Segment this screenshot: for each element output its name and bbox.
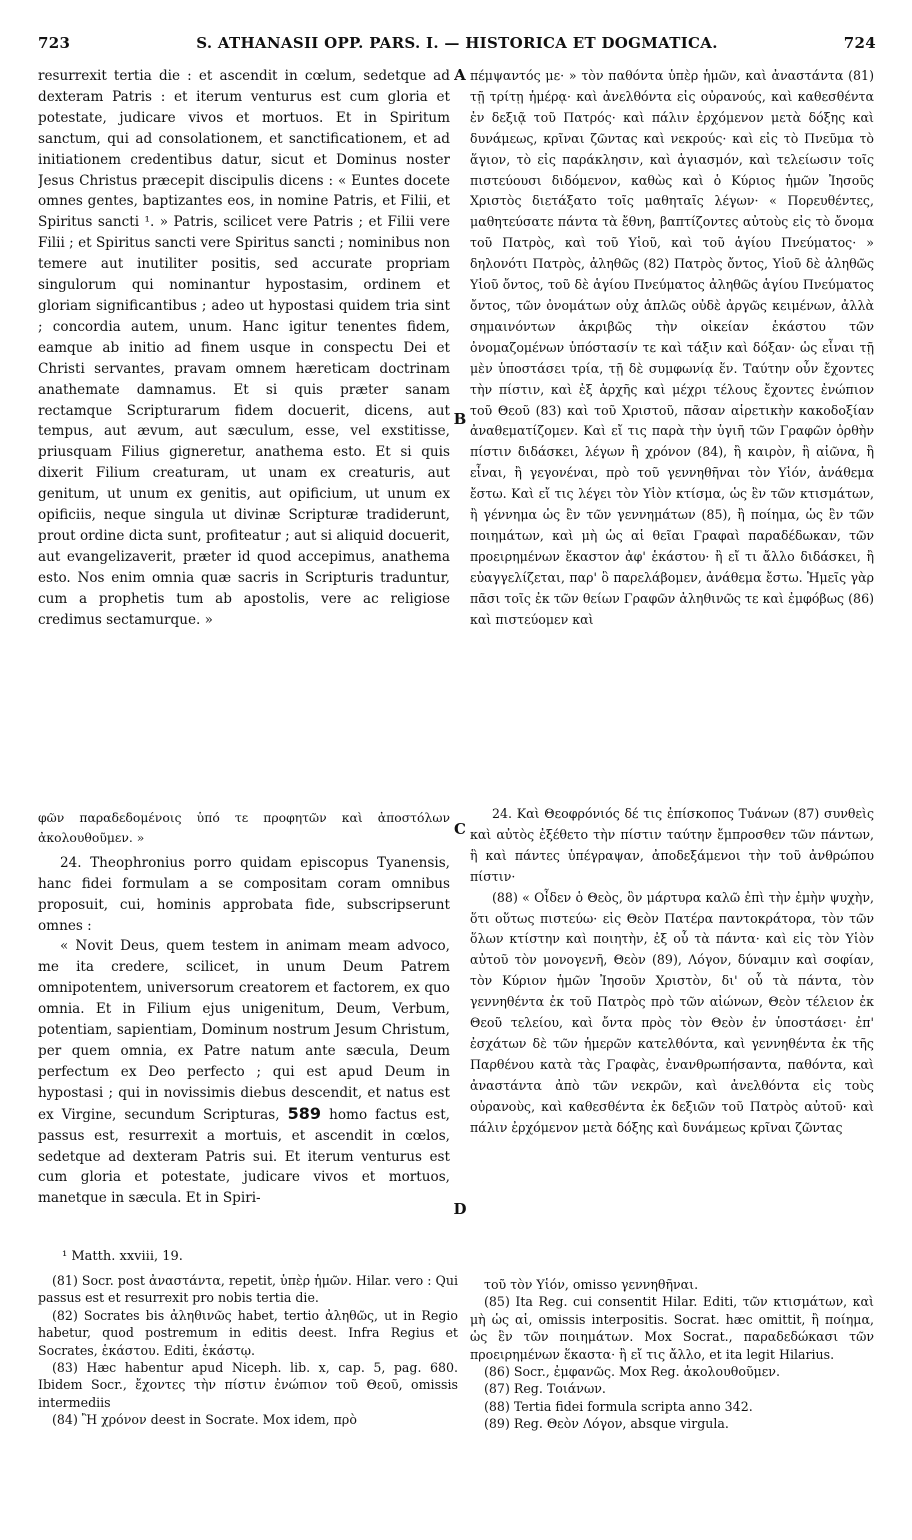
greek-lower-block [470, 804, 874, 1242]
footnote: (88) Tertia fidei formula scripta anno 342. [484, 1398, 753, 1414]
footnote: (84) Ἢ χρόνον deest in Socrate. Mox idem, πρὸ [52, 1412, 357, 1428]
latin-section-24-intro: 24. Theophronius porro quidam episcopus Tyanensis, hanc fidei formulam a se compositam coram omnibus proposuit, cui, hominis approbata fide, subscripserunt omnes : [38, 854, 450, 934]
latin-theophronius-creed [38, 936, 450, 1209]
latin-upper-block [38, 66, 450, 808]
margin-marker-a: A [454, 66, 466, 84]
footnote: τοῦ τὸν Υἱόν, omisso γεννηθῆναι. [484, 1277, 699, 1292]
margin-marker-c: C [454, 820, 466, 838]
greek-upper-block [470, 66, 874, 784]
footnote: (86) Socr., ἐμφανῶς. Mox Reg. ἀκολουθοῦμεν. [484, 1364, 780, 1380]
footnote: (83) Hæc habentur apud Niceph. lib. x, cap. 5, pag. 680. Ibidem Socr., ἔχοντες τὴν πίστιν ἐνώπιον τοῦ Θεοῦ, omissis intermediis [38, 1360, 458, 1410]
latin-creed-text: resurrexit tertia die : et ascendit in cœlum, sedetque ad dexteram Patris : et iterum venturus est cum gloria et potestate, judicare vivos et mortuos. Et in Spiritum sanctum, qui ad consolationem, et sanctificationem, et ad initiationem credentibus datur, sicut et Dominus noster Jesus Christus præcepit discipulis dicens : « Euntes docete omnes gentes, baptizantes eos, in nomine Patris, et Filii, et Spiritus sancti ¹. » Patris, scilicet vere Patris ; et Filii vere Filii ; et Spiritus sancti vere Spiritus sancti ; nominibus non temere aut inutiliter positis, sed accurate propriam singulorum qui nominantur hypostasim, ordinem et gloriam significantibus ; adeo ut hypostasi quidem tria sint ; concordia autem, unum. Hanc igitur tenentes fidem, eamque ab initio ad finem usque in conspectu Dei et Christi servantes, pravam omnem hæreticam doctrinam anathemate damnamus. Et si quis præter sanam rectamque Scripturarum fidem docuerit, dicens, aut tempus, aut ævum, aut sæculum, esse, vel exstitisse, priusquam Filius gigneretur, anathema esto. Et si quis dixerit Filium creaturam, ut unam ex creaturis, aut genitum, ut unum ex genitis, aut opificium, ut unum ex opificiis, neque singula ut divinæ Scripturæ tradiderunt, prout ordine dicta sunt, profiteatur ; aut si aliquid docuerit, aut evangelizaverit, præter id quod accepimus, anathema esto. Nos enim omnia quæ sacris in Scripturis traduntur, cum a prophetis tum ab apostolis, vere ac religiose credimus sectamurque. » [38, 68, 450, 628]
greek-carryover-line: φῶν παραδεδομένοις ὑπό τε προφητῶν καὶ ἀποστόλων ἀκολουθοῦμεν. » [38, 810, 450, 846]
latin-lower-block [38, 853, 450, 1305]
right-page-number: 724 [843, 34, 876, 52]
footnote: (87) Reg. Τοιάνων. [484, 1381, 606, 1397]
footnotes-left [38, 1272, 458, 1429]
greek-theophronius-creed: (88) « Οἶδεν ὁ Θεὸς, ὃν μάρτυρα καλῶ ἐπὶ τὴν ἐμὴν ψυχὴν, ὅτι οὕτως πιστεύω· εἰς Θεὸν Πατέρα παντοκράτορα, τὸν τῶν ὅλων κτίστην καὶ ποιητὴν, ἐξ οὗ τὰ πάντα· καὶ εἰς τὸν Υἱὸν αὐτοῦ τὸν μονογενῆ, Θεὸν (89), Λόγον, δύναμιν καὶ σοφίαν, τὸν Κύριον ἡμῶν Ἰησοῦν Χριστὸν, δι' οὗ τὰ πάντα, τὸν γεννηθέντα ἐκ τοῦ Πατρὸς πρὸ τῶν αἰώνων, Θεὸν τέλειον ἐκ Θεοῦ τελείου, καὶ ὄντα πρὸς τὸν Θεὸν ἐν ὑποστάσει· ἐπ' ἐσχάτων δὲ τῶν ἡμερῶν κατελθόντα, καὶ γεννηθέντα ἐκ τῆς Παρθένου κατὰ τὰς Γραφὰς, ἐνανθρωπήσαντα, παθόντα, καὶ ἀναστάντα ἀπὸ τῶν νεκρῶν, καὶ ἀνελθόντα εἰς τοὺς οὐρανοὺς, καὶ καθεσθέντα ἐκ δεξιῶν τοῦ Πατρὸς αὐτοῦ· καὶ πάλιν ἐρχόμενον μετὰ δόξης καὶ δυνάμεως κρῖναι ζῶντας [470, 889, 874, 1135]
greek-creed-text: πέμψαντός με· » τὸν παθόντα ὑπὲρ ἡμῶν, καὶ ἀναστάντα (81) τῇ τρίτῃ ἡμέρᾳ· καὶ ἀνελθόντα εἰς οὐρανούς, καὶ καθεσθέντα ἐν δεξιᾷ τοῦ Πατρός· καὶ πάλιν ἐρχόμενον μετὰ δόξης καὶ δυνάμεως, κρῖναι ζῶντας καὶ νεκρούς· καὶ εἰς τὸ Πνεῦμα τὸ ἅγιον, τὸ εἰς παράκλησιν, καὶ ἁγιασμόν, καὶ τελείωσιν τοῖς πιστεύουσι διδόμενον, καθὼς καὶ ὁ Κύριος ἡμῶν Ἰησοῦς Χριστὸς διετάξατο τοῖς μαθηταῖς λέγων· « Πορευθέντες, μαθητεύσατε πάντα τὰ ἔθνη, βαπτίζοντες αὐτοὺς εἰς τὸ ὄνομα τοῦ Πατρὸς, καὶ τοῦ Υἱοῦ, καὶ τοῦ ἁγίου Πνεύματος· » δηλονότι Πατρὸς, ἀληθῶς (82) Πατρὸς ὄντος, Υἱοῦ δὲ ἀληθῶς Υἱοῦ ὄντος, τοῦ δὲ ἁγίου Πνεύματος ἀληθῶς ἁγίου Πνεύματος ὄντος, τῶν ὀνομάτων οὐχ ἁπλῶς οὐδὲ ἀργῶς κειμένων, ἀλλὰ σημαινόντων ἀκριβῶς τὴν οἰκείαν ἑκάστου τῶν ὀνομαζομένων ὑπόστασίν τε καὶ τάξιν καὶ δόξαν· ὡς εἶναι τῇ μὲν ὑποστάσει τρία, τῇ δὲ συμφωνίᾳ ἕν. Ταύτην οὖν ἔχοντες τὴν πίστιν, καὶ ἐξ ἀρχῆς καὶ μέχρι τέλους ἔχοντες ἐνώπιον τοῦ Θεοῦ (83) καὶ τοῦ Χριστοῦ, πᾶσαν αἱρετικὴν κακοδοξίαν ἀναθεματίζομεν. Καὶ εἴ τις παρὰ τὴν ὑγιῆ τῶν Γραφῶν ὀρθὴν πίστιν διδάσκει, λέγων ἢ χρόνον (84), ἢ καιρὸν, ἢ αἰῶνα, ἢ εἶναι, ἢ γεγονέναι, πρὸ τοῦ γεννηθῆναι τὸν Υἱόν, ἀνάθεμα ἔστω. Καὶ εἴ τις λέγει τὸν Υἱὸν κτίσμα, ὡς ἓν τῶν κτισμάτων, ἢ γέννημα ὡς ἓν τῶν γεννημάτων (85), ἢ ποίημα, ὡς ἓν τῶν ποιημάτων, καὶ μὴ ὡς αἱ θεῖαι Γραφαὶ παραδέδωκαν, τῶν προειρημένων ἕκαστον ἀφ' ἑκάστου· ἢ εἴ τι ἄλλο διδάσκει, ἢ εὐαγγελίζεται, παρ' ὃ παρελάβομεν, ἀνάθεμα ἔστω. Ἡμεῖς γὰρ πᾶσι τοῖς ἐκ τῶν θείων Γραφῶν ἀληθινῶς τε καὶ ἐμφόβως (86) καὶ πιστεύομεν καὶ [470, 68, 874, 627]
margin-marker-b: B [453, 410, 467, 428]
left-page-number: 723 [38, 34, 71, 52]
latin-column [38, 66, 450, 1305]
footnote: (82) Socrates bis ἀληθινῶς habet, tertio ἀληθῶς, ut in Regio habetur, quod postremum in editis deest. Infra Regius et Socrates, ἑκάστου. Editi, ἑκάστῳ. [38, 1307, 458, 1358]
running-title: S. ATHANASII OPP. PARS. I. — HISTORICA ET DOGMATICA. [196, 34, 718, 52]
scripture-reference: ¹ Matth. xxviii, 19. [62, 1249, 183, 1264]
greek-column [470, 66, 874, 1242]
latin-creed-part1: « Novit Deus, quem testem in animam meam advoco, me ita credere, scilicet, in unum Deum Patrem omnipotentem, universorum creatorem et factorem, ex quo omnia. Et in Filium ejus unigenitum, Deum, Verbum, potentiam, sapientiam, Dominum nostrum Jesum Christum, per quem omnia, ex Patre natum ante sæcula, Deum perfectum ex Deo perfecto ; qui est apud Deum in hypostasi ; qui in novissimis diebus descendit, et natus est ex Virgine, secundum Scripturas, [38, 938, 450, 1123]
footnote: (81) Socr. post ἀναστάντα, repetit, ὑπὲρ ἡμῶν. Hilar. vero : Qui passus est et resurrexit pro nobis tertia die. [38, 1273, 458, 1306]
greek-section-24-intro: 24. Καὶ Θεοφρόνιός δέ τις ἐπίσκοπος Τυάνων (87) συνθεὶς καὶ αὐτὸς ἐξέθετο τὴν πίστιν ταύτην ἔμπροσθεν τῶν πάντων, ἣ καὶ πάντες ὑπέγραψαν, ἀποδεξάμενοι τὴν τοῦ ἀνθρώπου πίστιν· [470, 806, 874, 884]
margin-marker-d: D [453, 1200, 467, 1218]
bold-page-number: 589 [287, 1103, 322, 1123]
latin-creed-part2: homo factus est, passus est, resurrexit a mortuis, et ascendit in cœlos, sedetque ad dexteram Patris sui. Et iterum venturus est cum gloria et potestate, judicare vivos et mortuos, manetque in sæcula. Et in Spiri- [38, 1106, 450, 1207]
footnote: (89) Reg. Θεὸν Λόγον, absque virgula. [484, 1416, 729, 1432]
page-header [38, 34, 876, 56]
footnote: (85) Ita Reg. cui consentit Hilar. Editi, τῶν κτισμάτων, καὶ μὴ ὡς αἱ, omissis interpositis. Socrat. hæc omittit, ἢ ποίημα, ὡς ἓν τῶν ποιημάτων. Mox Socrat., παραδεδώκασι τῶν προειρημένων ἕκαστα· ἢ εἴ τις ἄλλο, et ita legit Hilarius. [470, 1294, 874, 1362]
footnotes-right [470, 1276, 874, 1433]
